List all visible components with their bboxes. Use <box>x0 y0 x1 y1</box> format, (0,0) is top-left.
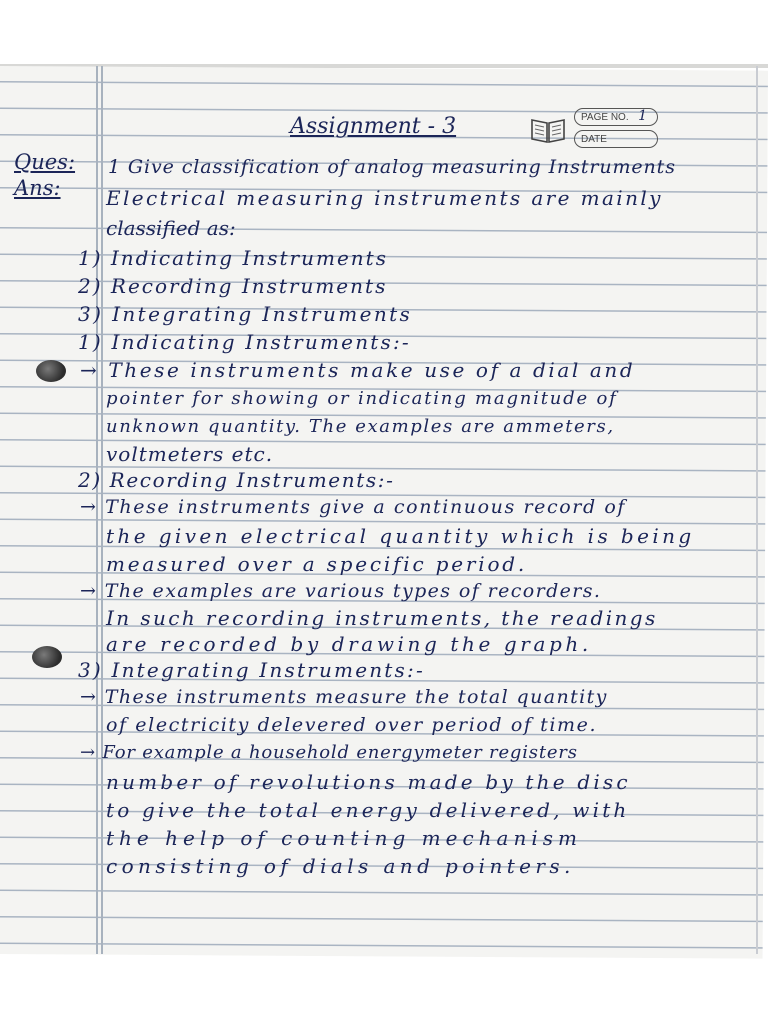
section-heading: 1) Indicating Instruments:- <box>78 330 411 354</box>
body-line: pointer for showing or indicating magnitude of <box>106 388 618 409</box>
answer-label: Ans: <box>14 176 61 200</box>
body-line: of electricity delevered over period of time. <box>106 714 598 736</box>
open-book-icon <box>530 116 566 144</box>
answer-line: classified as: <box>106 216 236 240</box>
section-heading: 3) Integrating Instruments:- <box>78 658 425 682</box>
page-number-box <box>530 108 660 150</box>
body-line: measured over a specific period. <box>106 552 528 576</box>
page-no-field <box>574 108 658 126</box>
body-line: → These instruments make use of a dial and <box>80 358 636 382</box>
body-line: number of revolutions made by the disc <box>106 770 631 794</box>
answer-line: Electrical measuring instruments are mainly <box>106 186 663 210</box>
list-item: 3) Integrating Instruments <box>78 302 413 326</box>
body-line: In such recording instruments, the readings <box>106 606 658 630</box>
body-line: the given electrical quantity which is being <box>106 524 695 548</box>
body-line: → For example a household energymeter registers <box>80 742 578 763</box>
body-line: the help of counting mechanism <box>106 826 582 850</box>
list-item: 1) Indicating Instruments <box>78 246 388 270</box>
page-title: Assignment - 3 <box>290 114 457 139</box>
margin-line-right <box>756 66 758 954</box>
body-line: → These instruments give a continuous record of <box>80 496 627 518</box>
date-field <box>574 130 658 148</box>
body-line: consisting of dials and pointers. <box>106 854 575 878</box>
body-line: → These instruments measure the total quantity <box>80 686 608 708</box>
question-text: 1 Give classification of analog measuring Instruments <box>108 156 676 178</box>
question-label: Ques: <box>14 150 76 174</box>
page-no-label: PAGE NO. <box>581 112 629 123</box>
body-line: to give the total energy delivered, with <box>106 798 630 822</box>
punch-hole-icon <box>36 360 66 382</box>
page-no-value: 1 <box>638 108 647 124</box>
list-item: 2) Recording Instruments <box>78 274 388 298</box>
body-line: unknown quantity. The examples are ammeters, <box>106 416 615 437</box>
date-label: DATE <box>581 134 607 145</box>
section-heading: 2) Recording Instruments:- <box>78 468 395 492</box>
body-line: voltmeters etc. <box>106 442 274 466</box>
body-line: are recorded by drawing the graph. <box>106 632 592 656</box>
body-line: → The examples are various types of recorders. <box>80 580 602 602</box>
punch-hole-icon <box>32 646 62 668</box>
